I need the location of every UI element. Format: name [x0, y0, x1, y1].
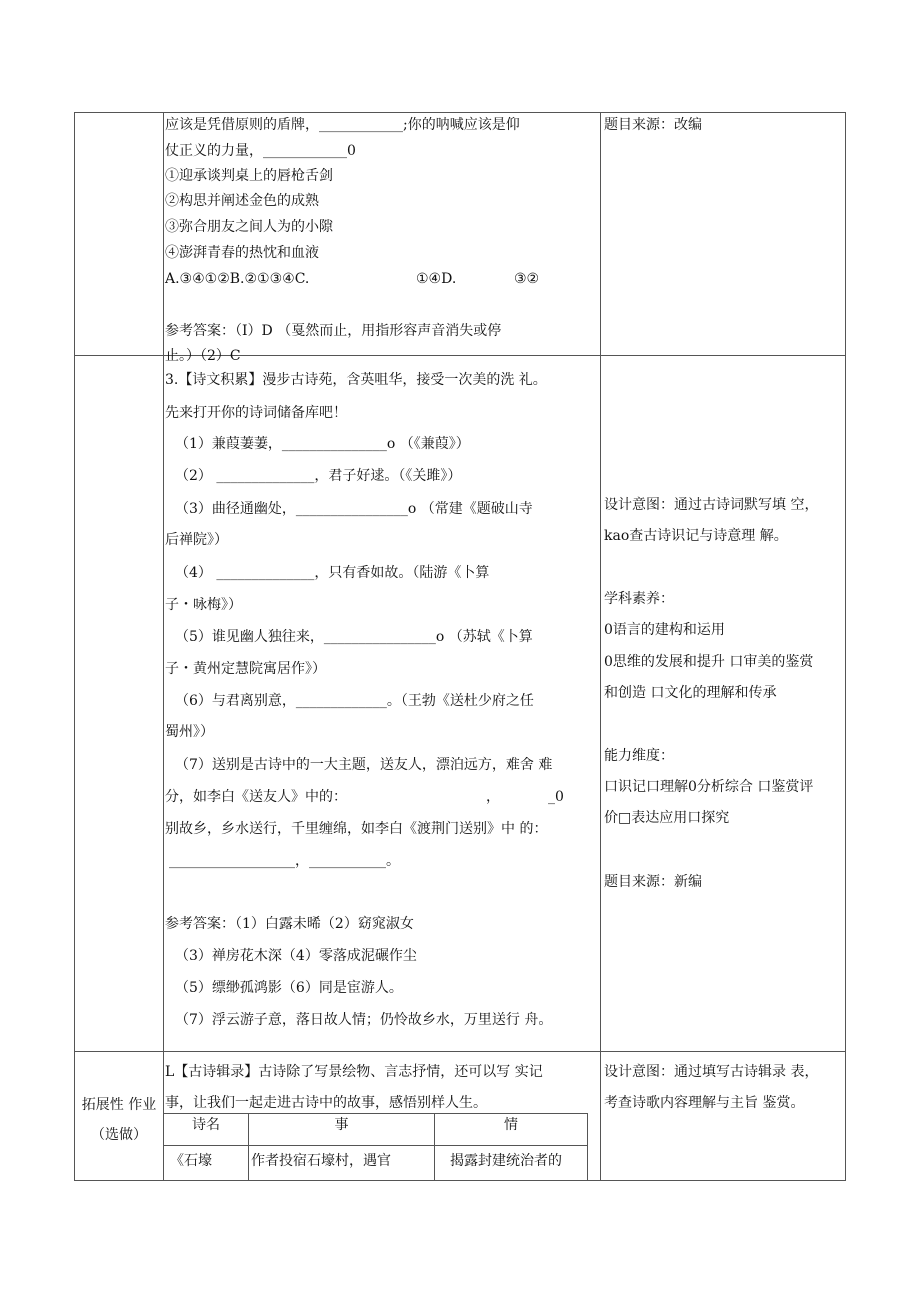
blank-7: （7）送别是古诗中的一大主题，送友人，漂泊远方，难舍 难	[175, 757, 553, 773]
blank-7-end: _0	[548, 789, 564, 805]
inner-table-row-divider	[164, 1145, 588, 1146]
blank-7-comma: ，	[486, 789, 500, 805]
answer-line-2: （3）禅房花木深（4）零落成泥碾作尘	[175, 948, 417, 964]
answer-line-1: 参考答案：（1）白露未晞（2）窈窕淑女	[165, 916, 414, 932]
row1-content	[164, 113, 600, 364]
answer-choices-cd: ①④D.	[416, 271, 457, 287]
literacy-item-3: 和创造 口文化的理解和传承	[604, 685, 777, 701]
header-emotion: 情	[504, 1117, 518, 1133]
option-1: ①迎承谈判桌上的唇枪舌剑	[165, 168, 333, 184]
blank-4: （4） ______________，只有香如故。（陆游《卜算	[175, 565, 490, 581]
blank-7-line-3: 别故乡，乡水送行，千里缠绵，如李白《渡荆门送别》中 的：	[165, 821, 548, 837]
cell-emotion: 揭露封建统治者的	[450, 1153, 562, 1169]
blank-7-line-2: 分，如李白《送友人》中的：	[165, 789, 347, 805]
column-divider-2	[600, 112, 601, 1181]
blank-2: （2） ______________，君子好逑。（《关雎》）	[175, 468, 462, 484]
blank-3-cont: 后禅院》）	[165, 532, 228, 548]
option-4: ④澎湃青春的热忱和血液	[165, 245, 319, 261]
inner-table-right	[587, 1113, 588, 1181]
design-intent: 设计意图：通过古诗词默写填 空，	[604, 497, 819, 513]
row1-line-1: 应该是凭借原则的盾牌，____________;你的呐喊应该是仰	[165, 117, 520, 133]
blank-3: （3）曲径通幽处，________________o （常建《题破山寺	[175, 501, 533, 517]
extension-label: 拓展性 作业	[81, 1097, 157, 1113]
answer-line-3: （5）缥缈孤鸿影（6）同是宦游人。	[175, 980, 403, 996]
row-divider-2	[74, 1051, 846, 1052]
row1-source: 题目来源：改编	[604, 117, 702, 133]
row2-source: 题目来源：新编	[604, 874, 702, 890]
answer-choices-tail: ③②	[514, 271, 540, 287]
poem-question-title: 3.【诗文积累】漫步古诗苑，含英咀华，接受一次美的洗 礼。	[165, 372, 547, 388]
row3-design-intent-cont: 考查诗歌内容理解与主旨 鉴赏。	[604, 1095, 805, 1111]
blank-7-line-4: __________________，___________。	[169, 853, 400, 869]
cell-event: 作者投宿石壕村，遇官	[251, 1153, 391, 1169]
poem-question-intro: 先来打开你的诗词储备库吧！	[165, 405, 347, 421]
table-border-right	[845, 112, 846, 1181]
ability-items: 口识记口理解0分析综合 口鉴赏评	[604, 779, 814, 795]
reference-answer-cont: 止。）（2）C	[165, 348, 241, 364]
option-3: ③弥合朋友之间人为的小隙	[165, 219, 333, 235]
literacy-item-1: 0语言的建构和运用	[604, 622, 725, 638]
table-border-bottom	[74, 1180, 846, 1181]
header-poem-name: 诗名	[192, 1117, 220, 1133]
blank-6-cont: 蜀州》）	[165, 724, 214, 740]
blank-5: （5）谁见幽人独往来，________________o （苏轼《卜算	[175, 629, 533, 645]
row1-line-2: 仗正义的力量，____________0	[165, 143, 356, 159]
poem-record-title: L【古诗辑录】古诗除了写景绘物、言志抒情，还可以写 实记	[165, 1064, 543, 1080]
blank-5-cont: 子・黄州定慧院寓居作》）	[165, 661, 326, 677]
blank-4-cont: 子・咏梅》）	[165, 597, 242, 613]
row3-design-intent: 设计意图：通过填写古诗辑录 表，	[604, 1064, 819, 1080]
inner-table-top	[164, 1113, 588, 1114]
blank-1: （1）兼葭萋萋，_______________o （《兼葭》）	[175, 436, 470, 452]
poem-record-intro: 事，让我们一起走进古诗中的故事，感悟别样人生。	[165, 1095, 487, 1111]
literacy-heading: 学科素养：	[604, 591, 674, 607]
reference-answer: 参考答案：（I）D （戛然而止，用指形容声音消失或停	[165, 323, 502, 339]
blank-6: （6）与君离别意，_____________。（王勃《送杜少府之任	[175, 693, 534, 709]
literacy-item-2: 0思维的发展和提升 口审美的鉴赏	[604, 654, 814, 670]
answer-line-4: （7）浮云游子意，落日故人情；仍怜故乡水，万里送行 舟。	[175, 1012, 553, 1028]
option-2: ②构思并阐述金色的成熟	[165, 193, 319, 209]
ability-items-cont: 价□表达应用口探究	[604, 810, 730, 826]
table-border-left	[74, 112, 75, 1181]
extension-label-optional: （选做）	[91, 1127, 147, 1143]
answer-choices-ab: A.③④①②B.②①③④C.	[165, 271, 310, 287]
ability-heading: 能力维度：	[604, 748, 674, 764]
design-intent-cont: kao查古诗识记与诗意理 解。	[604, 528, 788, 544]
header-event: 事	[334, 1117, 349, 1133]
cell-poem-name: 《石壕	[170, 1153, 212, 1169]
